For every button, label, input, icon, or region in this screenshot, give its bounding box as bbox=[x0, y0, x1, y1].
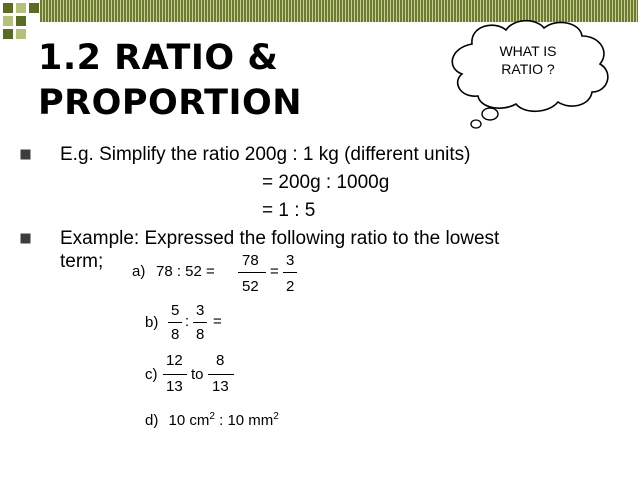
decor-square bbox=[29, 3, 39, 13]
example-c-num2: 8 bbox=[216, 352, 225, 369]
decor-square bbox=[16, 29, 26, 39]
example-b-colon: : bbox=[185, 313, 190, 330]
example-b-num1: 5 bbox=[171, 302, 180, 319]
callout-line-2: RATIO ? bbox=[501, 61, 555, 77]
callout-line-1: WHAT IS bbox=[499, 43, 557, 59]
example-b-label: b) bbox=[145, 314, 159, 331]
example-d-mid: : 10 mm bbox=[214, 412, 274, 429]
decor-square bbox=[3, 16, 13, 26]
fraction-bar bbox=[193, 322, 207, 323]
example-c-den1: 13 bbox=[166, 378, 183, 395]
example-b-den1: 8 bbox=[171, 326, 180, 343]
example-b-num2: 3 bbox=[196, 302, 205, 319]
bullet1-line2: = 200g : 1000g bbox=[262, 172, 390, 193]
bullet2-line2: term; bbox=[60, 251, 104, 272]
title-line-1: 1.2 RATIO & bbox=[38, 38, 279, 78]
example-a-num1: 78 bbox=[242, 252, 259, 269]
bullet-icon bbox=[20, 233, 31, 244]
decor-square bbox=[16, 16, 26, 26]
example-b-eq: = bbox=[213, 313, 222, 330]
example-c-den2: 13 bbox=[212, 378, 229, 395]
fraction-bar bbox=[168, 322, 182, 323]
decor-square bbox=[3, 3, 13, 13]
example-a-den1: 52 bbox=[242, 278, 259, 295]
example-d-sup1: 2 bbox=[209, 411, 215, 422]
example-c-label: c) bbox=[145, 366, 158, 383]
example-a-label: a) bbox=[132, 263, 146, 280]
example-a-ratio: 78 : 52 = bbox=[156, 263, 215, 280]
example-c-num1: 12 bbox=[166, 352, 183, 369]
bullet2-line1: Example: Expressed the following ratio to the lowest bbox=[60, 228, 500, 249]
example-d bbox=[145, 408, 279, 430]
fraction-bar bbox=[283, 272, 297, 273]
callout-text bbox=[468, 42, 588, 78]
example-d-left: 10 cm bbox=[168, 412, 210, 429]
example-b-den2: 8 bbox=[196, 326, 205, 343]
example-a-eq: = bbox=[270, 263, 279, 280]
fraction-bar bbox=[163, 374, 187, 375]
example-a-num2: 3 bbox=[286, 252, 295, 269]
bullet1-line1: E.g. Simplify the ratio 200g : 1 kg (different units) bbox=[60, 144, 471, 165]
example-d-label: d) bbox=[145, 412, 159, 429]
example-c-to: to bbox=[191, 366, 204, 383]
fraction-bar bbox=[238, 272, 266, 273]
bullet-icon bbox=[20, 149, 31, 160]
slide-title bbox=[38, 36, 302, 126]
decor-square bbox=[16, 3, 26, 13]
bullet1-line3: = 1 : 5 bbox=[262, 200, 316, 221]
fraction-bar bbox=[208, 374, 234, 375]
example-a-den2: 2 bbox=[286, 278, 295, 295]
example-d-sup2: 2 bbox=[273, 411, 279, 422]
title-line-2: PROPORTION bbox=[38, 83, 303, 123]
decor-square bbox=[3, 29, 13, 39]
